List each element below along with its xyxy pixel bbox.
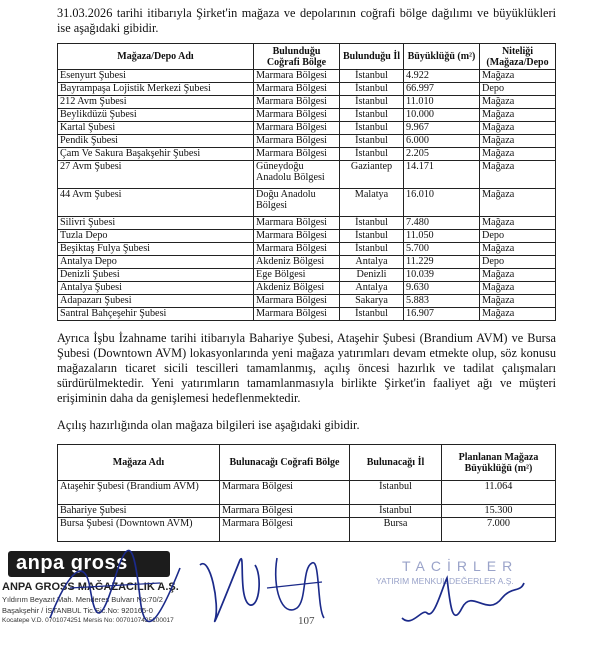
table-row <box>58 518 556 542</box>
pending-table-header <box>58 445 556 481</box>
cell-size: 6.000 <box>404 135 480 148</box>
cell-size: 16.907 <box>404 308 480 321</box>
table-row <box>58 308 556 321</box>
cell-name: Beşiktaş Fulya Şubesi <box>58 243 254 256</box>
cell-name: Kartal Şubesi <box>58 122 254 135</box>
cell-city: Antalya <box>340 282 404 295</box>
stores-table <box>57 43 556 321</box>
table-row <box>58 230 556 243</box>
cell-region: Marmara Bölgesi <box>254 217 340 230</box>
cell-type: Depo <box>480 83 556 96</box>
cell-name: Beylikdüzü Şubesi <box>58 109 254 122</box>
intro-paragraph: 31.03.2026 tarihi itibarıyla Şirket'in mağaza ve depolarının coğrafi bölge dağılımı ve büyüklükleri ise aşağıdaki gibidir. <box>57 6 556 35</box>
cell-type: Mağaza <box>480 161 556 189</box>
cell-city: İstanbul <box>350 481 442 505</box>
table-row <box>58 122 556 135</box>
cell-size: 2.205 <box>404 148 480 161</box>
cell-store: Bursa Şubesi (Downtown AVM) <box>58 518 220 542</box>
table-row <box>58 256 556 269</box>
cell-region: Marmara Bölgesi <box>220 518 350 542</box>
signature-4 <box>392 558 532 638</box>
cell-type: Mağaza <box>480 122 556 135</box>
table-row <box>58 505 556 518</box>
signature-1 <box>40 548 190 638</box>
cell-size: 10.000 <box>404 109 480 122</box>
cell-region: Marmara Bölgesi <box>254 308 340 321</box>
cell-region: Marmara Bölgesi <box>220 481 350 505</box>
cell-name: Antalya Depo <box>58 256 254 269</box>
cell-region: Marmara Bölgesi <box>220 505 350 518</box>
cell-region: Marmara Bölgesi <box>254 109 340 122</box>
table-row <box>58 109 556 122</box>
cell-size: 5.883 <box>404 295 480 308</box>
stamp-line-1: ANPA GROSS MAĞAZACILIK A.Ş. <box>2 581 179 593</box>
cell-city: Bursa <box>350 518 442 542</box>
cell-type: Mağaza <box>480 243 556 256</box>
cell-size: 4.922 <box>404 70 480 83</box>
cell-city: Malatya <box>340 189 404 217</box>
cell-planned-size: 7.000 <box>442 518 556 542</box>
cell-store: Bahariye Şubesi <box>58 505 220 518</box>
cell-city: İstanbul <box>340 96 404 109</box>
cell-type: Mağaza <box>480 269 556 282</box>
cell-planned-size: 15.300 <box>442 505 556 518</box>
cell-name: 44 Avm Şubesi <box>58 189 254 217</box>
cell-region: Marmara Bölgesi <box>254 96 340 109</box>
cell-type: Mağaza <box>480 148 556 161</box>
col-header-city: Bulunduğu İl <box>340 44 404 70</box>
stamp-line-4: Kocatepe V.D. 0701074251 Mersis No: 0070107425100017 <box>2 617 174 624</box>
cell-name: Denizli Şubesi <box>58 269 254 282</box>
cell-size: 7.480 <box>404 217 480 230</box>
col-header-city: Bulunacağı İl <box>350 445 442 481</box>
cell-city: İstanbul <box>340 83 404 96</box>
stores-table-header <box>58 44 556 70</box>
cell-type: Mağaza <box>480 135 556 148</box>
cell-type: Mağaza <box>480 109 556 122</box>
cell-city: İstanbul <box>350 505 442 518</box>
cell-planned-size: 11.064 <box>442 481 556 505</box>
cell-size: 5.700 <box>404 243 480 256</box>
cell-type: Mağaza <box>480 282 556 295</box>
cell-type: Mağaza <box>480 217 556 230</box>
cell-type: Mağaza <box>480 70 556 83</box>
col-header-type: Niteliği (Mağaza/Depo <box>480 44 556 70</box>
cell-store: Ataşehir Şubesi (Brandium AVM) <box>58 481 220 505</box>
cell-name: Tuzla Depo <box>58 230 254 243</box>
cell-size: 9.967 <box>404 122 480 135</box>
cell-name: Adapazarı Şubesi <box>58 295 254 308</box>
cell-region: Marmara Bölgesi <box>254 122 340 135</box>
cell-region: Marmara Bölgesi <box>254 230 340 243</box>
cell-type: Mağaza <box>480 189 556 217</box>
broker-stamp-line-2: YATIRIM MENKUL DEĞERLER A.Ş. <box>376 576 514 586</box>
table-row <box>58 282 556 295</box>
cell-name: 27 Avm Şubesi <box>58 161 254 189</box>
cell-size: 66.997 <box>404 83 480 96</box>
cell-size: 11.010 <box>404 96 480 109</box>
cell-region: Marmara Bölgesi <box>254 243 340 256</box>
cell-city: Gaziantep <box>340 161 404 189</box>
table-row <box>58 70 556 83</box>
cell-region: Doğu Anadolu Bölgesi <box>254 189 340 217</box>
cell-city: İstanbul <box>340 135 404 148</box>
cell-city: İstanbul <box>340 109 404 122</box>
pending-stores-intro: Açılış hazırlığında olan mağaza bilgileri ise aşağıdaki gibidir. <box>57 418 360 432</box>
cell-name: Santral Bahçeşehir Şubesi <box>58 308 254 321</box>
cell-region: Ege Bölgesi <box>254 269 340 282</box>
cell-size: 16.010 <box>404 189 480 217</box>
cell-city: İstanbul <box>340 148 404 161</box>
cell-region: Marmara Bölgesi <box>254 295 340 308</box>
cell-city: İstanbul <box>340 217 404 230</box>
cell-type: Mağaza <box>480 295 556 308</box>
table-row <box>58 269 556 282</box>
cell-name: Esenyurt Şubesi <box>58 70 254 83</box>
stamp-line-2: Yıldırım Beyazıt Mah. Menderes Bulvarı No:70/2 <box>2 595 163 604</box>
table-row <box>58 243 556 256</box>
table-row <box>58 481 556 505</box>
cell-region: Marmara Bölgesi <box>254 70 340 83</box>
cell-size: 14.171 <box>404 161 480 189</box>
cell-size: 11.229 <box>404 256 480 269</box>
page-mark: 107 <box>298 615 315 627</box>
cell-city: İstanbul <box>340 243 404 256</box>
table-row <box>58 295 556 308</box>
table-row <box>58 161 556 189</box>
cell-name: Antalya Şubesi <box>58 282 254 295</box>
cell-name: Silivri Şubesi <box>58 217 254 230</box>
cell-region: Marmara Bölgesi <box>254 83 340 96</box>
cell-size: 10.039 <box>404 269 480 282</box>
cell-region: Akdeniz Bölgesi <box>254 282 340 295</box>
col-header-store: Mağaza Adı <box>58 445 220 481</box>
signature-2 <box>190 545 270 630</box>
table-row <box>58 217 556 230</box>
cell-city: İstanbul <box>340 122 404 135</box>
cell-city: İstanbul <box>340 70 404 83</box>
cell-type: Depo <box>480 230 556 243</box>
broker-stamp-line-1: TACİRLER <box>402 558 519 574</box>
table-row <box>58 83 556 96</box>
cell-type: Mağaza <box>480 308 556 321</box>
cell-region: Marmara Bölgesi <box>254 135 340 148</box>
cell-type: Mağaza <box>480 96 556 109</box>
col-header-size: Büyüklüğü (m²) <box>404 44 480 70</box>
cell-name: 212 Avm Şubesi <box>58 96 254 109</box>
cell-region: Akdeniz Bölgesi <box>254 256 340 269</box>
table-row <box>58 189 556 217</box>
cell-city: Denizli <box>340 269 404 282</box>
cell-city: Sakarya <box>340 295 404 308</box>
cell-city: İstanbul <box>340 308 404 321</box>
table-row <box>58 148 556 161</box>
cell-name: Bayrampaşa Lojistik Merkezi Şubesi <box>58 83 254 96</box>
logo-text: anpa gross <box>16 552 128 574</box>
col-header-planned-size: Planlanan Mağaza Büyüklüğü (m²) <box>442 445 556 481</box>
cell-name: Çam Ve Sakura Başakşehir Şubesi <box>58 148 254 161</box>
cell-city: Antalya <box>340 256 404 269</box>
cell-size: 11.050 <box>404 230 480 243</box>
signature-3 <box>262 548 332 628</box>
col-header-region: Bulunduğu Coğrafi Bölge <box>254 44 340 70</box>
table-row <box>58 96 556 109</box>
cell-name: Pendik Şubesi <box>58 135 254 148</box>
cell-region: Güneydoğu Anadolu Bölgesi <box>254 161 340 189</box>
table-row <box>58 135 556 148</box>
stamp-line-3: Başakşehir / İSTANBUL Tic.Sic.No: 920165-0 <box>2 606 153 615</box>
cell-city: İstanbul <box>340 230 404 243</box>
investment-paragraph: Ayrıca İşbu İzahname tarihi itibarıyla Bahariye Şubesi, Ataşehir Şubesi (Brandium AVM) ve Bursa Şubesi (Downtown AVM) lokasyonlarında yeni mağaza yatırımları devam etmekte olup, söz konusu mağazaların ticaret sicili tescilleri tamamlanmış, açılış öncesi hazırlık ve tadilat çalışmaları sürdürülmektedir. Yeni yatırımların tamamlanmasıyla birlikte Şirket'in faaliyet ağı ve müşteri erişiminin daha da genişlemesi hedeflenmektedir. <box>57 331 556 405</box>
cell-type: Depo <box>480 256 556 269</box>
cell-region: Marmara Bölgesi <box>254 148 340 161</box>
col-header-region: Bulunacağı Coğrafi Bölge <box>220 445 350 481</box>
col-header-name: Mağaza/Depo Adı <box>58 44 254 70</box>
cell-size: 9.630 <box>404 282 480 295</box>
pending-stores-table <box>57 444 556 542</box>
